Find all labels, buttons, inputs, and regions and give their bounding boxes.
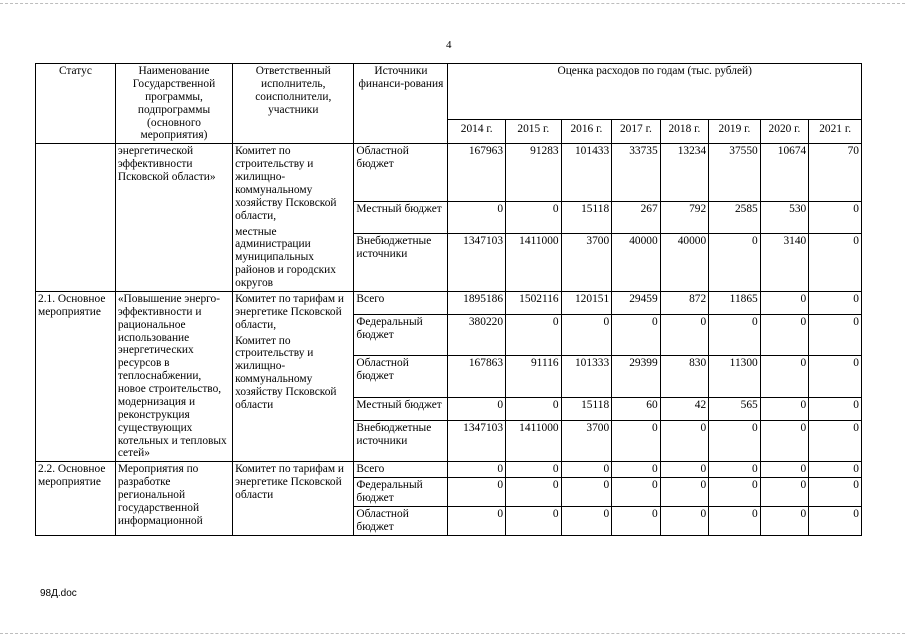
amount-cell: 37550 xyxy=(709,144,761,202)
amount-cell: 0 xyxy=(660,314,709,356)
amount-cell: 0 xyxy=(809,397,862,420)
amount-cell: 0 xyxy=(809,356,862,398)
budget-table xyxy=(35,63,862,536)
responsible-party: Комитет по строительству и жилищно-коммунальному хозяйству Псковской области xyxy=(235,334,337,411)
amount-cell: 0 xyxy=(760,314,809,356)
amount-cell: 0 xyxy=(709,420,761,462)
amount-cell: 120151 xyxy=(561,291,612,314)
year-header: 2020 г. xyxy=(760,120,809,144)
amount-cell: 11865 xyxy=(709,291,761,314)
amount-cell: 0 xyxy=(760,420,809,462)
program-name-cell: «Повышение энерго-эффективности и рациональное использование энергетических ресурсов в теплоснабжении, новое строительство, модернизация и реконструкция существующих котельных и тепловых сетей» xyxy=(115,291,232,461)
header-status: Статус xyxy=(36,64,116,144)
year-header: 2017 г. xyxy=(612,120,661,144)
program-name-cell: Мероприятия по разработке региональной государственной информационной xyxy=(115,462,232,535)
amount-cell: 40000 xyxy=(612,234,661,292)
table-body xyxy=(36,144,862,535)
amount-cell: 91116 xyxy=(506,356,562,398)
year-header: 2019 г. xyxy=(709,120,761,144)
header-responsible: Ответственный исполнитель, соисполнители, участники xyxy=(233,64,354,144)
amount-cell: 1347103 xyxy=(448,234,506,292)
table-row xyxy=(36,291,862,314)
amount-cell: 3140 xyxy=(760,234,809,292)
amount-cell: 0 xyxy=(709,314,761,356)
amount-cell: 0 xyxy=(809,462,862,478)
amount-cell: 0 xyxy=(448,462,506,478)
amount-cell: 2585 xyxy=(709,202,761,234)
program-name-cell: энергетической эффективности Псковской области» xyxy=(115,144,232,292)
year-header: 2021 г. xyxy=(809,120,862,144)
amount-cell: 3700 xyxy=(561,234,612,292)
amount-cell: 0 xyxy=(448,478,506,507)
amount-cell: 0 xyxy=(760,462,809,478)
funding-source-cell: Областной бюджет xyxy=(354,144,448,202)
year-header: 2014 г. xyxy=(448,120,506,144)
funding-source-cell: Всего xyxy=(354,462,448,478)
funding-source-cell: Федеральный бюджет xyxy=(354,314,448,356)
amount-cell: 872 xyxy=(660,291,709,314)
amount-cell: 0 xyxy=(448,397,506,420)
amount-cell: 0 xyxy=(809,478,862,507)
year-header: 2015 г. xyxy=(506,120,562,144)
status-cell xyxy=(36,144,116,292)
amount-cell: 0 xyxy=(760,356,809,398)
scan-edge-top xyxy=(0,3,905,4)
header-sources: Источники финанси-рования xyxy=(354,64,448,144)
amount-cell: 792 xyxy=(660,202,709,234)
header-estimate: Оценка расходов по годам (тыс. рублей) xyxy=(448,64,862,120)
amount-cell: 60 xyxy=(612,397,661,420)
amount-cell: 830 xyxy=(660,356,709,398)
table-header xyxy=(36,64,862,144)
amount-cell: 15118 xyxy=(561,202,612,234)
amount-cell: 0 xyxy=(561,314,612,356)
amount-cell: 0 xyxy=(760,478,809,507)
amount-cell: 0 xyxy=(506,478,562,507)
amount-cell: 10674 xyxy=(760,144,809,202)
amount-cell: 0 xyxy=(809,506,862,535)
amount-cell: 0 xyxy=(709,506,761,535)
amount-cell: 0 xyxy=(506,462,562,478)
amount-cell: 0 xyxy=(561,506,612,535)
amount-cell: 0 xyxy=(709,478,761,507)
amount-cell: 29399 xyxy=(612,356,661,398)
amount-cell: 0 xyxy=(612,478,661,507)
amount-cell: 13234 xyxy=(660,144,709,202)
responsible-cell xyxy=(233,462,354,535)
amount-cell: 0 xyxy=(660,420,709,462)
responsible-cell xyxy=(233,144,354,292)
status-cell: 2.2. Основное мероприятие xyxy=(36,462,116,535)
funding-source-cell: Местный бюджет xyxy=(354,397,448,420)
amount-cell: 0 xyxy=(660,478,709,507)
amount-cell: 33735 xyxy=(612,144,661,202)
year-header: 2018 г. xyxy=(660,120,709,144)
amount-cell: 0 xyxy=(760,506,809,535)
amount-cell: 0 xyxy=(506,506,562,535)
amount-cell: 15118 xyxy=(561,397,612,420)
amount-cell: 101433 xyxy=(561,144,612,202)
responsible-party: Комитет по тарифам и энергетике Псковской области, xyxy=(235,292,344,331)
amount-cell: 0 xyxy=(809,314,862,356)
amount-cell: 0 xyxy=(448,506,506,535)
amount-cell: 0 xyxy=(448,202,506,234)
amount-cell: 0 xyxy=(612,420,661,462)
header-name: Наименование Государственной программы, подпрограммы (основного мероприятия) xyxy=(115,64,232,144)
amount-cell: 0 xyxy=(709,234,761,292)
amount-cell: 0 xyxy=(809,291,862,314)
amount-cell: 0 xyxy=(660,506,709,535)
funding-source-cell: Местный бюджет xyxy=(354,202,448,234)
amount-cell: 1895186 xyxy=(448,291,506,314)
amount-cell: 0 xyxy=(506,314,562,356)
amount-cell: 0 xyxy=(809,202,862,234)
amount-cell: 0 xyxy=(809,234,862,292)
amount-cell: 42 xyxy=(660,397,709,420)
amount-cell: 0 xyxy=(760,397,809,420)
scan-edge-bottom xyxy=(0,633,905,634)
status-cell: 2.1. Основное мероприятие xyxy=(36,291,116,461)
funding-source-cell: Внебюджетные источники xyxy=(354,234,448,292)
amount-cell: 101333 xyxy=(561,356,612,398)
responsible-cell xyxy=(233,291,354,461)
table-row xyxy=(36,462,862,478)
funding-source-cell: Областной бюджет xyxy=(354,506,448,535)
funding-source-cell: Федеральный бюджет xyxy=(354,478,448,507)
amount-cell: 167963 xyxy=(448,144,506,202)
amount-cell: 0 xyxy=(760,291,809,314)
amount-cell: 40000 xyxy=(660,234,709,292)
amount-cell: 1502116 xyxy=(506,291,562,314)
amount-cell: 0 xyxy=(660,462,709,478)
amount-cell: 0 xyxy=(506,202,562,234)
amount-cell: 0 xyxy=(561,478,612,507)
amount-cell: 530 xyxy=(760,202,809,234)
amount-cell: 267 xyxy=(612,202,661,234)
responsible-party: местные администрации муниципальных районов и городских округов xyxy=(235,225,336,289)
amount-cell: 29459 xyxy=(612,291,661,314)
amount-cell: 91283 xyxy=(506,144,562,202)
table-row xyxy=(36,144,862,202)
page-number: 4 xyxy=(446,39,452,51)
amount-cell: 0 xyxy=(612,314,661,356)
amount-cell: 380220 xyxy=(448,314,506,356)
amount-cell: 11300 xyxy=(709,356,761,398)
amount-cell: 565 xyxy=(709,397,761,420)
footer-filename: 98Д.doc xyxy=(40,588,77,599)
funding-source-cell: Всего xyxy=(354,291,448,314)
responsible-party: Комитет по строительству и жилищно-коммунальному хозяйству Псковской области, xyxy=(235,145,337,222)
funding-source-cell: Внебюджетные источники xyxy=(354,420,448,462)
amount-cell: 0 xyxy=(561,462,612,478)
amount-cell: 1411000 xyxy=(506,234,562,292)
amount-cell: 70 xyxy=(809,144,862,202)
amount-cell: 0 xyxy=(709,462,761,478)
amount-cell: 1411000 xyxy=(506,420,562,462)
year-header: 2016 г. xyxy=(561,120,612,144)
amount-cell: 3700 xyxy=(561,420,612,462)
amount-cell: 0 xyxy=(506,397,562,420)
amount-cell: 0 xyxy=(612,462,661,478)
amount-cell: 167863 xyxy=(448,356,506,398)
funding-source-cell: Областной бюджет xyxy=(354,356,448,398)
amount-cell: 0 xyxy=(809,420,862,462)
amount-cell: 1347103 xyxy=(448,420,506,462)
responsible-party: Комитет по тарифам и энергетике Псковской области xyxy=(235,463,344,501)
amount-cell: 0 xyxy=(612,506,661,535)
